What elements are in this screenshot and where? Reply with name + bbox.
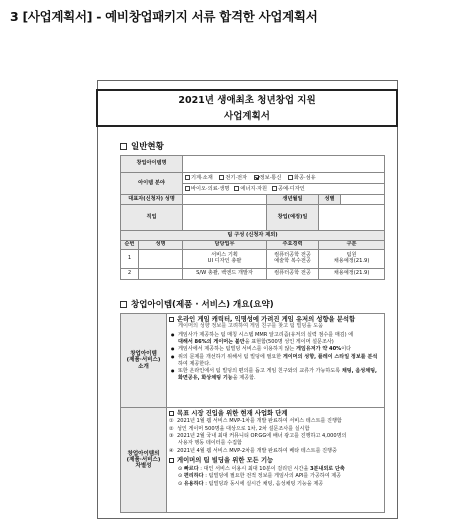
- table-row: 1 서비스 기획 UI 디자인 총괄 컴퓨터공학 전공 예술학 복수전공 팀원 채용예정(21.9): [121, 250, 385, 269]
- item-differentiation-label: 창업아이템의 (제품·서비스) 차별성: [121, 408, 167, 513]
- team-header-division: 구분: [319, 241, 385, 250]
- team-composition-label: 팀 구성 (신청자 제외): [121, 231, 385, 241]
- list-item: ⊙ 유용하다 : 팀빌딩과 동시에 실시간 채팅, 음성채팅 기능을 제공: [169, 481, 382, 488]
- item-field-row1: 기계·소재 전기·전자 정보·통신 화공·섬유: [183, 173, 385, 184]
- birthdate-label: 생년월일: [267, 195, 319, 205]
- square-bullet-icon: [169, 458, 174, 463]
- table-row: 2 S/W 총괄, 백엔드 개발자 컴퓨터공학 전공 채용예정(21.9): [121, 269, 385, 280]
- document-title: 2021년 생애최초 청년창업 지원: [178, 95, 316, 106]
- document-title-box: [96, 89, 398, 127]
- item-name-value: [183, 156, 385, 173]
- item-field-row2: 바이오·의료·생명 에너지·자원 공예·디자인: [183, 184, 385, 195]
- company-date-value: [319, 205, 385, 231]
- section-summary-heading: 창업아이템(제품 · 서비스) 개요(요약): [120, 298, 274, 310]
- page-title: 3 [사업계획서] - 예비창업패키지 서류 합격한 사업계획서: [10, 9, 318, 24]
- list-item: ● 게임사가 제공하는 팀 매칭 시스템 MMR 알고리즘(유저의 실력 점수를 매김) 에 대해서 86%의 게이머는 불만을 표현함(500명 성인 게이머 설문조사): [169, 332, 382, 345]
- checkbox-icon[interactable]: [185, 186, 190, 191]
- list-item: ④ 2021년 4월 웹 서비스 MVP-2차를 개발 완료하여 베타 테스트를 진행중: [169, 447, 337, 454]
- list-item: ⊙ 빠르다 : 대인 서비스 이용시 최대 10분이 걸리던 시간을 3분내외로 단축: [169, 466, 382, 473]
- checkbox-icon[interactable]: [288, 175, 293, 180]
- general-info-table: [120, 155, 385, 280]
- company-date-label: 창업(예정)일: [267, 205, 319, 231]
- checkbox-icon[interactable]: [234, 186, 239, 191]
- representative-value: [183, 195, 267, 205]
- item-intro-label: 창업아이템 (제품·서비스) 소개: [121, 314, 167, 408]
- list-item: ● 또한 온라인에서 팀 빌딩의 편의를 돕고 게임 친구와의 교류가 가능하도록 채팅, 음성채팅, 화면공유, 화상채팅 기능을 제공함.: [169, 368, 382, 381]
- job-label: 직업: [121, 205, 183, 231]
- list-item: ② 성인 게이머 500명을 대상으로 1차, 2차 설문조사를 실시함: [169, 425, 310, 432]
- summary-table: [120, 313, 385, 513]
- list-item: ① 2021년 1월 웹 서비스 MVP-1차를 개발 완료하여 서비스 테스트를 진행함: [169, 418, 342, 425]
- item-name-label: 창업아이템명: [121, 156, 183, 173]
- list-item: ③ 2021년 2월 국내 최대 커뮤니티 OP.GG에 배너 광고를 진행하고 4,000명의 사용자 행동 데이터를 수집함: [169, 433, 347, 447]
- job-value: [183, 205, 267, 231]
- checkbox-icon[interactable]: [219, 175, 224, 180]
- team-header-career: 주요경력: [267, 241, 319, 250]
- document-subtitle: 사업계획서: [224, 111, 270, 122]
- checkbox-icon[interactable]: [272, 186, 277, 191]
- list-item: ● 위의 문제를 개선하기 위해서 팀 빌딩에 필요한 게이머의 성향, 플레이 스타일 정보를 분석하여 제공한다.: [169, 354, 382, 367]
- team-header-no: 순번: [121, 241, 139, 250]
- checked-checkbox-icon[interactable]: [254, 175, 259, 180]
- square-bullet-icon: [120, 143, 127, 150]
- representative-label: 대표자(신청자) 성명: [121, 195, 183, 205]
- section-general-heading: 일반현황: [120, 140, 164, 152]
- team-header-duty: 담당업무: [183, 241, 267, 250]
- list-item: ● 게임사에서 제공하는 팀빌딩 서비스를 이용하지 않는 게임유저가 약 40%이다: [169, 346, 382, 353]
- square-bullet-icon: [120, 301, 127, 308]
- gender-label: 성별: [319, 195, 341, 205]
- item-intro-content: 온라인 게임 캐릭터, 익명성에 가려진 게임 유저의 성향을 분석함 게이머의 성향 정보를 고려하여 게임 친구를 찾고 팀 빌딩을 도움 ● 게임사가 제공하는 팀 매칭 시스템 MMR 알고리즘(유저의 실력 점수를 매김) 에 대해서 86%의 게이머는 불만을 표현함(500명 성인 게이머 설문조사) ● 게임사에서 제공하는 팀빌딩 서비스를 이용하지 않는 게임유저가 약 40%이다 ● 위의 문제를 개선하기 위해서 팀 빌딩에 필요한 게이머의 성향, 플레이 스타일 정보를 분석하여 제공한다. ● 또한 온라인에서 팀 빌딩의 편의를 돕고 게임 친구와의 교류가 가능하도록 채팅, 음성채팅, 화면공유, 화상채팅 기능을 제공함.: [167, 314, 385, 408]
- list-item: ⊙ 편리하다 : 팀빌딩에 필요한 전적 정보를 게임사의 API를 가공하여 제공: [169, 473, 382, 480]
- gender-value: [341, 195, 385, 205]
- item-differentiation-content: 목표 시장 진입을 위한 현재 사업화 단계 ① 2021년 1월 웹 서비스 MVP-1차를 개발 완료하여 서비스 테스트를 진행함 ② 성인 게이머 500명을 대상으로 1차, 2차 설문조사를 실시함 ③ 2021년 2월 국내 최대 커뮤니티 OP.GG에 배너 광고를 진행하고 4,000명의 사용자 행동 데이터를 수집함 ④ 2021년 4월 웹 서비스 MVP-2차를 개발 완료하여 베타 테스트를 진행중 게이머의 팀 빌딩을 위한 모든 기능 ⊙ 빠르다 : 대인 서비스 이용시 최대 10분이 걸리던 시간을 3분내외로 단축 ⊙ 편리하다 : 팀빌딩에 필요한 전적 정보를 게임사의 API를 가공하여 제공 ⊙ 유용하다 : 팀빌딩과 동시에 실시간 채팅, 음성채팅 기능을 제공: [167, 408, 385, 513]
- team-header-name: 성명: [139, 241, 183, 250]
- item-field-label: 아이템 분야: [121, 173, 183, 195]
- square-bullet-icon: [169, 411, 174, 416]
- checkbox-icon[interactable]: [185, 175, 190, 180]
- square-bullet-icon: [169, 317, 174, 322]
